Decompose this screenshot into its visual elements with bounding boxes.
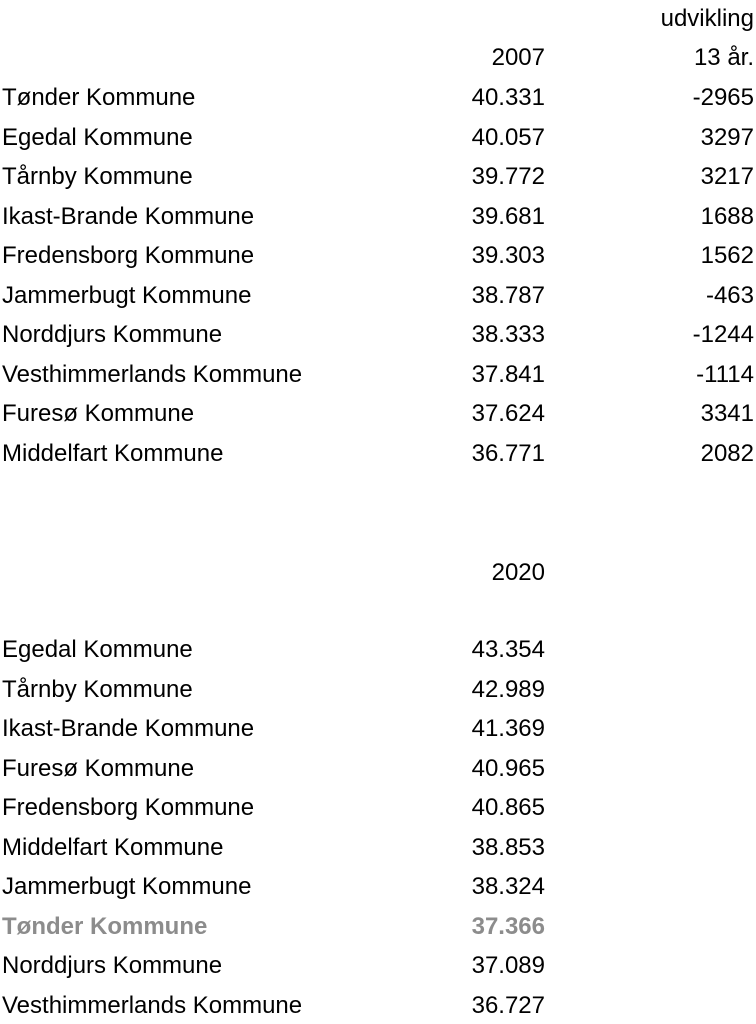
change-value: 2082: [700, 439, 754, 467]
municipality-name: Fredensborg Kommune: [2, 794, 255, 821]
year-2020-header: 2020: [491, 559, 545, 586]
municipality-name: Vesthimmerlands Kommune: [2, 991, 303, 1019]
table-row: [0, 711, 756, 747]
change-value: 3341: [700, 400, 754, 427]
municipality-name: Furesø Kommune: [2, 754, 195, 782]
table-row: [0, 988, 756, 1024]
municipality-name: Fredensborg Kommune: [2, 242, 255, 269]
population-value: 37.366: [471, 912, 545, 940]
population-value: 38.324: [471, 873, 545, 900]
population-value: 36.727: [471, 991, 545, 1019]
population-value: 38.853: [471, 833, 545, 861]
table-row: [0, 278, 756, 314]
change-value: 3217: [700, 163, 754, 190]
municipality-name: Ikast-Brande Kommune: [2, 715, 255, 742]
municipality-name: Jammerbugt Kommune: [2, 873, 252, 900]
table-row: [0, 80, 756, 116]
table-row: [0, 238, 756, 274]
municipality-name: Tårnby Kommune: [2, 675, 193, 703]
population-value: 40.057: [471, 123, 545, 151]
table-row: [0, 869, 756, 905]
population-value: 40.865: [471, 794, 545, 821]
table-row: [0, 672, 756, 708]
table-row: [0, 120, 756, 156]
change-header-line2: 13 år.: [693, 44, 754, 71]
population-value: 36.771: [471, 439, 545, 467]
change-value: -1114: [696, 360, 754, 388]
population-value: 43.354: [471, 636, 545, 663]
municipality-name: Norddjurs Kommune: [2, 321, 223, 348]
population-value: 39.772: [471, 163, 545, 190]
table-row: [0, 436, 756, 472]
table-row: [0, 199, 756, 235]
population-value: 37.089: [471, 952, 545, 979]
table-row: [0, 317, 756, 353]
municipality-name: Middelfart Kommune: [2, 833, 224, 861]
municipality-name: Jammerbugt Kommune: [2, 281, 252, 309]
change-value: 1688: [700, 202, 754, 230]
table-row: [0, 632, 756, 668]
municipality-name: Vesthimmerlands Kommune: [2, 360, 303, 388]
table-row: [0, 909, 756, 945]
municipality-name: Tønder Kommune: [2, 84, 196, 111]
municipality-name: Tønder Kommune: [2, 912, 208, 940]
change-value: -1244: [692, 321, 754, 348]
population-value: 40.965: [471, 754, 545, 782]
population-value: 37.624: [471, 400, 545, 427]
municipality-name: Egedal Kommune: [2, 123, 193, 151]
population-value: 37.841: [471, 360, 545, 388]
table-row: [0, 396, 756, 432]
population-value: 38.787: [471, 281, 545, 309]
municipality-name: Egedal Kommune: [2, 636, 193, 663]
population-value: 39.303: [471, 242, 545, 269]
municipality-name: Tårnby Kommune: [2, 163, 193, 190]
table-row: [0, 948, 756, 984]
change-value: -463: [705, 281, 754, 309]
population-value: 40.331: [471, 84, 545, 111]
change-header-line1: udvikling: [660, 5, 754, 32]
population-value: 39.681: [471, 202, 545, 230]
municipality-name: Middelfart Kommune: [2, 439, 224, 467]
population-value: 38.333: [471, 321, 545, 348]
table-row: [0, 751, 756, 787]
table-row: [0, 357, 756, 393]
population-value: 42.989: [471, 675, 545, 703]
table-row: [0, 790, 756, 826]
change-value: 1562: [700, 242, 754, 269]
change-value: -2965: [692, 84, 754, 111]
municipality-name: Norddjurs Kommune: [2, 952, 223, 979]
change-value: 3297: [700, 123, 754, 151]
municipality-name: Furesø Kommune: [2, 400, 195, 427]
table-row: [0, 159, 756, 195]
year-2007-header: 2007: [491, 44, 545, 71]
population-value: 41.369: [471, 715, 545, 742]
municipality-name: Ikast-Brande Kommune: [2, 202, 255, 230]
table-row: [0, 830, 756, 866]
